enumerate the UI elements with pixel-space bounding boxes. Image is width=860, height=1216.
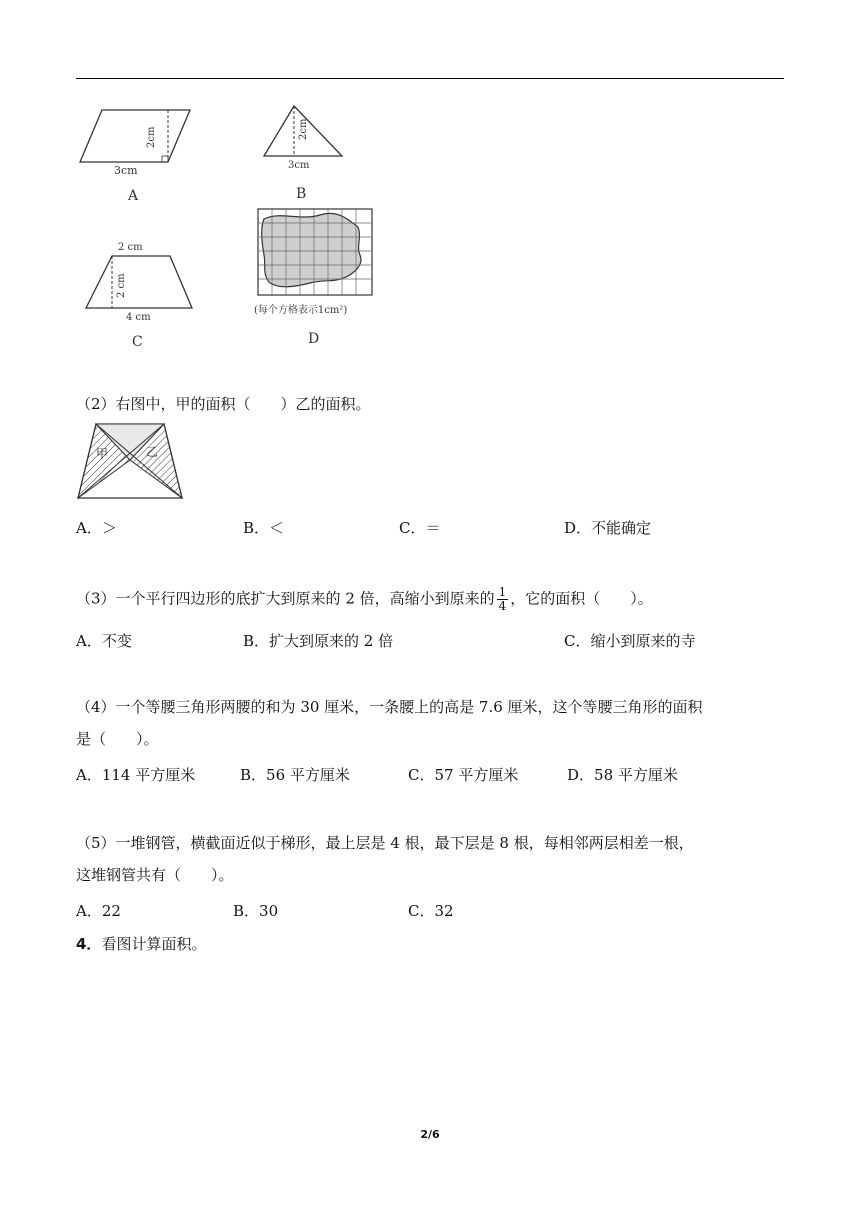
page-number: 2/6 [420,1128,440,1141]
figure-a-height: 2cm [146,126,157,148]
q3-option-a: A．不变 [76,632,132,650]
question-2-text: （2）右图中，甲的面积（ ）乙的面积。 [76,395,371,413]
question-5-line-2: 这堆钢管共有（ ）。 [76,866,234,884]
fraction-denominator: 4 [498,599,507,613]
header-rule [76,78,784,79]
question-3-text-after: ，它的面积（ ）。 [510,589,653,608]
figure-d-grid-shape [250,203,382,353]
label-jia: 甲 [96,447,109,461]
q5-option-c: C．32 [408,902,454,920]
question-4-line-1: （4）一个等腰三角形两腰的和为 30 厘米，一条腰上的高是 7.6 厘米，这个等腰三角形的面积 [76,698,703,716]
figure-c-height: 2 cm [116,273,127,298]
question-5-line-1: （5）一堆钢管，横截面近似于梯形，最上层是 4 根，最下层是 8 根，每相邻两层相差一根， [76,834,694,852]
q2-option-c: C．＝ [399,519,441,537]
section-4-number: 4． [76,935,102,953]
figure-jia-yi-trapezoid [76,420,186,502]
q4-option-c: C．57 平方厘米 [408,766,519,784]
figure-a-parallelogram [72,100,197,210]
q4-option-b: B．56 平方厘米 [240,766,350,784]
q2-option-a: A．＞ [76,519,117,537]
figure-b-triangle [258,100,348,205]
figure-b-base: 3cm [288,160,310,171]
question-3-text-before: （3）一个平行四边形的底扩大到原来的 2 倍，高缩小到原来的 [76,589,495,608]
figure-a-base: 3cm [114,164,138,177]
fraction-one-quarter [497,586,509,613]
q3-option-b: B．扩大到原来的 2 倍 [243,632,394,650]
section-4-text: 看图计算面积。 [101,935,207,953]
figure-d-note: (每个方格表示1cm²) [254,305,348,316]
q3-option-c: C．缩小到原来的寺 [564,632,696,650]
figure-c-trapezoid [74,238,204,353]
label-yi: 乙 [146,445,159,459]
q2-option-b: B．＜ [243,519,285,537]
question-4-line-2: 是（ ）。 [76,730,159,748]
section-4-heading [76,934,206,954]
figure-a-label: A [128,188,139,204]
figure-c-bottom: 4 cm [126,312,151,323]
q2-option-d: D．不能确定 [564,519,652,537]
q4-option-a: A．114 平方厘米 [76,766,196,784]
figure-c-label: C [132,334,143,350]
question-3-text [76,586,653,613]
figure-d-label: D [308,331,320,347]
fraction-numerator: 1 [498,585,507,599]
q4-option-d: D．58 平方厘米 [567,766,678,784]
figure-b-label: B [296,186,307,202]
figure-b-height: 2cm [298,118,309,140]
q5-option-b: B．30 [233,902,279,920]
figure-c-top: 2 cm [118,242,143,253]
q5-option-a: A．22 [76,902,121,920]
